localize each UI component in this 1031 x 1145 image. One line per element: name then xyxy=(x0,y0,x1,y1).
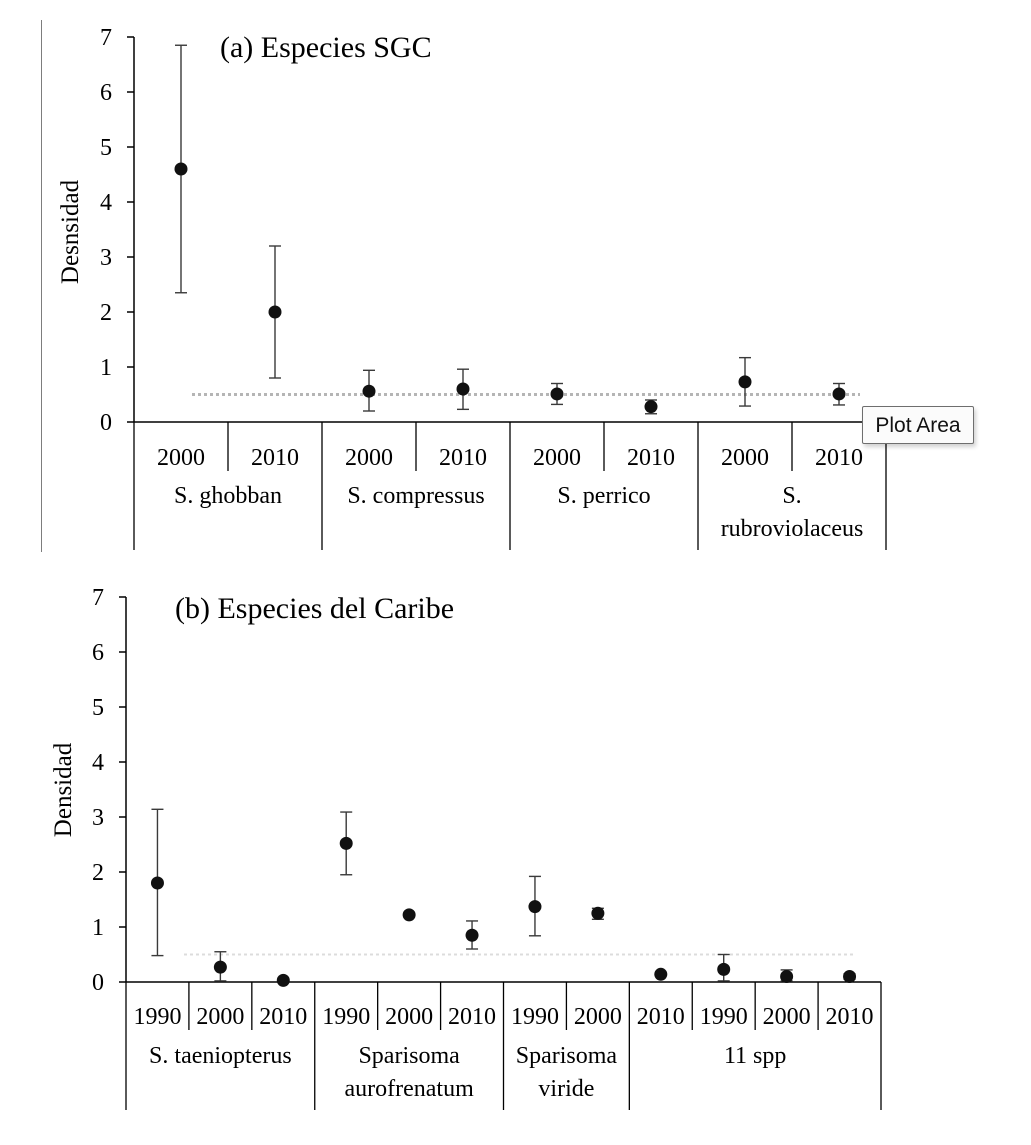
data-point xyxy=(645,400,658,413)
x-group-label: aurofrenatum xyxy=(344,1076,474,1102)
data-point xyxy=(843,970,856,983)
data-point xyxy=(780,970,793,983)
y-tick-label: 1 xyxy=(100,355,112,381)
x-group-label: S. perrico xyxy=(557,483,651,509)
x-category-label: 2000 xyxy=(157,445,205,471)
y-axis-label: Densidad xyxy=(50,742,77,838)
x-category-label: 2000 xyxy=(573,1004,622,1030)
chart-title: (a) Especies SGC xyxy=(220,31,432,64)
x-category-label: 2010 xyxy=(627,445,675,471)
x-group-label: S. compressus xyxy=(347,483,485,509)
y-tick-label: 4 xyxy=(100,190,112,216)
y-tick-label: 0 xyxy=(92,970,104,996)
data-point xyxy=(269,306,282,319)
y-tick-label: 5 xyxy=(100,135,112,161)
x-category-label: 2010 xyxy=(448,1004,497,1030)
x-group-label: 11 spp xyxy=(723,1043,787,1069)
chart-title: (b) Especies del Caribe xyxy=(175,592,455,625)
y-tick-label: 3 xyxy=(100,245,112,271)
chart-panel-b[interactable] xyxy=(50,585,881,1110)
x-category-label: 2000 xyxy=(762,1004,811,1030)
x-category-label: 2000 xyxy=(721,445,769,471)
x-category-label: 2010 xyxy=(439,445,487,471)
data-point xyxy=(739,375,752,388)
x-category-label: 2010 xyxy=(815,445,863,471)
x-category-label: 2000 xyxy=(533,445,581,471)
x-category-label: 2000 xyxy=(385,1004,434,1030)
x-category-label: 2010 xyxy=(636,1004,685,1030)
x-group-label: rubroviolaceus xyxy=(720,516,864,542)
x-category-label: 1990 xyxy=(133,1004,182,1030)
y-tick-label: 3 xyxy=(92,805,104,831)
y-tick-label: 6 xyxy=(100,80,112,106)
data-point xyxy=(717,963,730,976)
x-category-label: 2000 xyxy=(345,445,393,471)
x-group-label: Sparisoma xyxy=(358,1043,460,1069)
y-tick-label: 2 xyxy=(100,300,112,326)
data-point xyxy=(654,968,667,981)
plot-area-tooltip: Plot Area xyxy=(862,406,974,444)
x-category-label: 1990 xyxy=(510,1004,559,1030)
chart-panel-a[interactable] xyxy=(57,25,886,550)
x-category-label: 2010 xyxy=(825,1004,874,1030)
x-group-label: S. xyxy=(782,483,802,509)
y-tick-label: 6 xyxy=(92,640,104,666)
x-group-label: Sparisoma xyxy=(515,1043,618,1069)
x-group-label: viride xyxy=(538,1076,595,1102)
data-point xyxy=(340,837,353,850)
data-point xyxy=(277,974,290,987)
data-point xyxy=(175,163,188,176)
data-point xyxy=(591,907,604,920)
x-group-label: S. taeniopterus xyxy=(149,1043,292,1069)
y-tick-label: 1 xyxy=(92,915,104,941)
data-point xyxy=(363,385,376,398)
x-category-label: 2000 xyxy=(196,1004,245,1030)
data-point xyxy=(457,383,470,396)
y-tick-label: 2 xyxy=(92,860,104,886)
x-group-label: S. ghobban xyxy=(174,483,282,509)
data-point xyxy=(403,908,416,921)
x-category-label: 1990 xyxy=(322,1004,371,1030)
y-axis-label: Desnsidad xyxy=(57,179,84,285)
data-point xyxy=(551,387,564,400)
y-tick-label: 0 xyxy=(100,410,112,436)
x-category-label: 2010 xyxy=(251,445,299,471)
data-point xyxy=(466,929,479,942)
x-category-label: 1990 xyxy=(699,1004,748,1030)
y-tick-label: 4 xyxy=(92,750,104,776)
y-tick-label: 7 xyxy=(92,585,104,611)
data-point xyxy=(833,387,846,400)
data-point xyxy=(151,877,164,890)
data-point xyxy=(528,900,541,913)
data-point xyxy=(214,961,227,974)
y-tick-label: 5 xyxy=(92,695,104,721)
x-category-label: 2010 xyxy=(259,1004,308,1030)
y-tick-label: 7 xyxy=(100,25,112,51)
